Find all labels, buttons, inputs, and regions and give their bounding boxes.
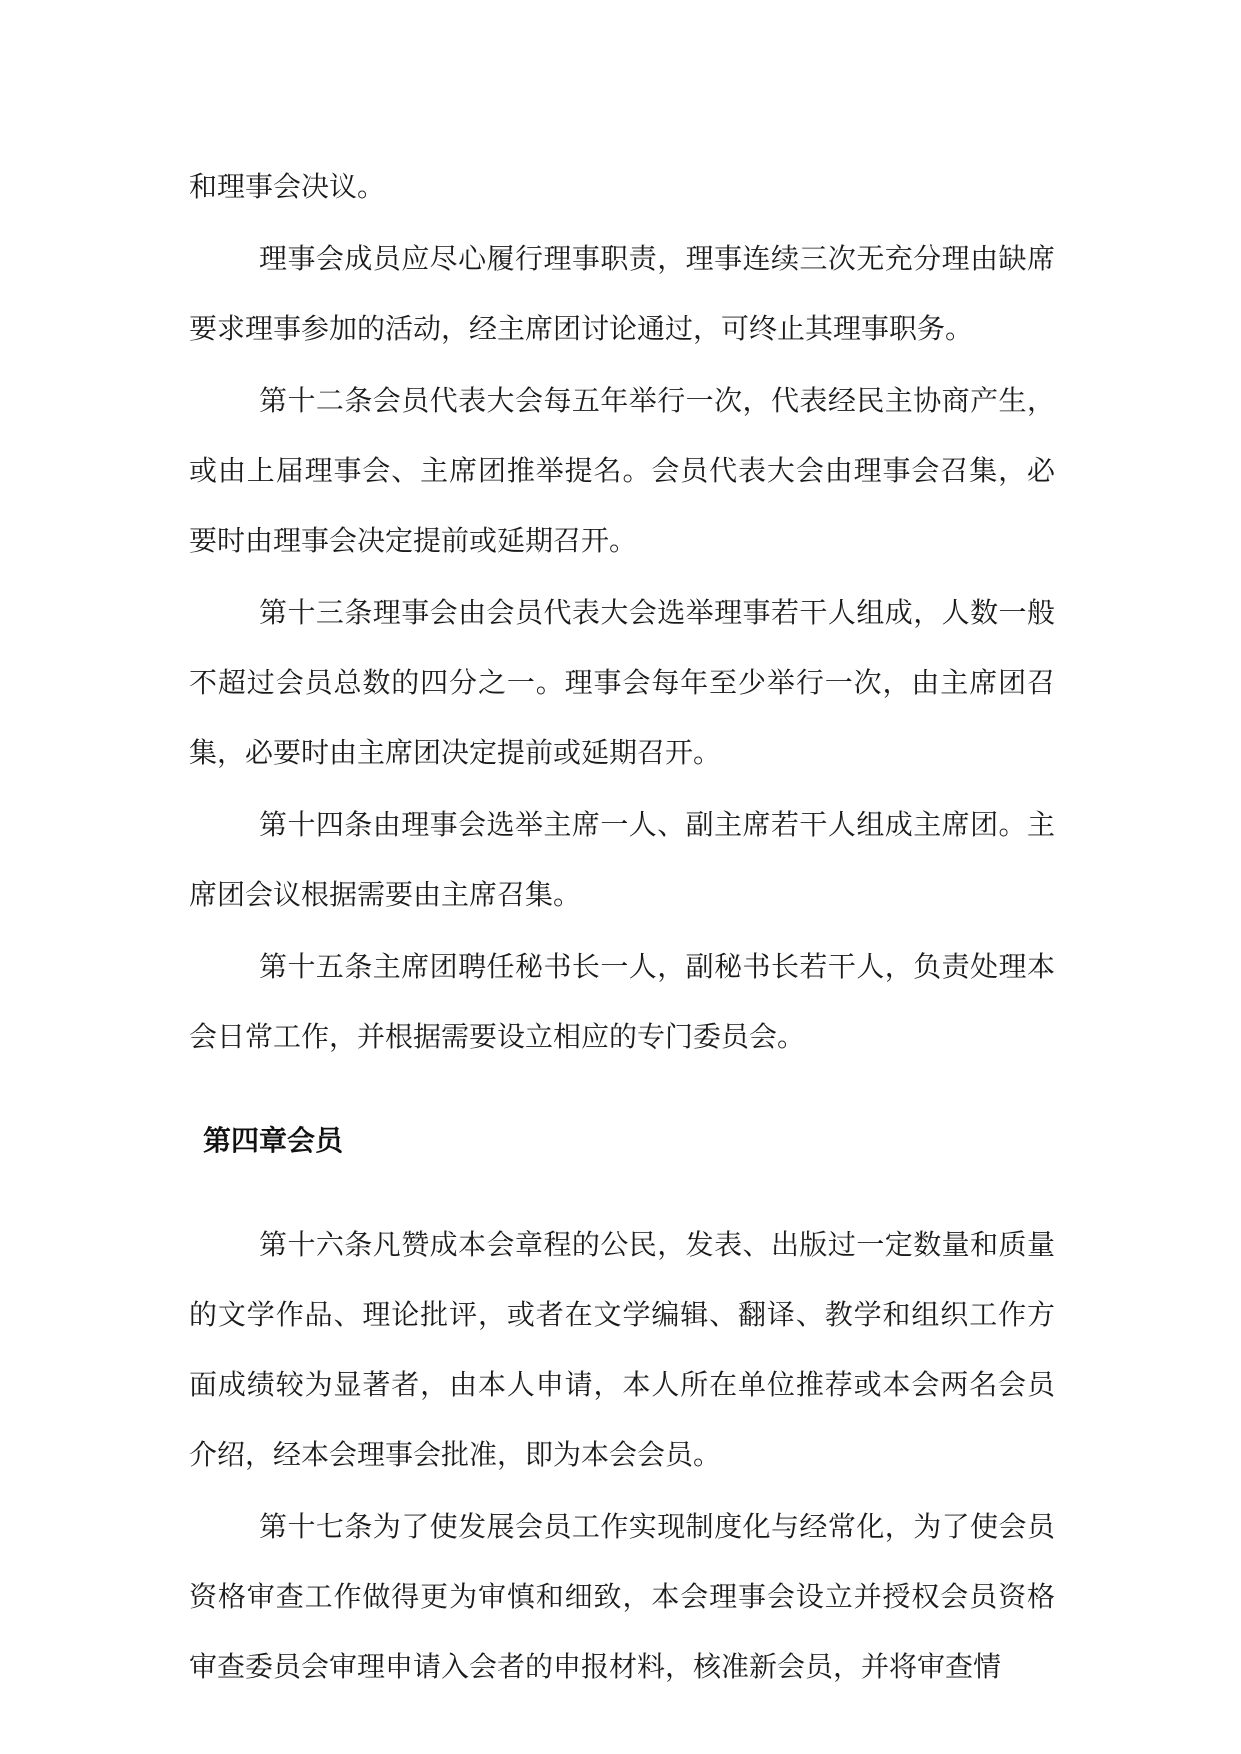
paragraph-continuation: 和理事会决议。 — [189, 170, 386, 203]
paragraph-article-16: 第十六条凡赞成本会章程的公民，发表、出版过一定数量和质量的文学作品、理论批评，或者在文学编辑、翻译、教学和组织工作方面成绩较为显著者，由本人申请，本人所在单位推荐或本会两名会员介绍，经本会理事会批准，即为本会会员。 — [189, 1228, 1055, 1471]
paragraph-director-duties: 理事会成员应尽心履行理事职责，理事连续三次无充分理由缺席要求理事参加的活动，经主席团讨论通过，可终止其理事职务。 — [189, 242, 1055, 345]
paragraph-article-17: 第十七条为了使发展会员工作实现制度化与经常化，为了使会员资格审查工作做得更为审慎和细致，本会理事会设立并授权会员资格审查委员会审理申请入会者的申报材料，核准新会员，并将审查情 — [189, 1510, 1055, 1683]
paragraph-article-12: 第十二条会员代表大会每五年举行一次，代表经民主协商产生，或由上届理事会、主席团推举提名。会员代表大会由理事会召集，必要时由理事会决定提前或延期召开。 — [189, 384, 1055, 557]
paragraph-article-14: 第十四条由理事会选举主席一人、副主席若干人组成主席团。主席团会议根据需要由主席召集。 — [189, 808, 1055, 911]
document-body — [189, 152, 1055, 1704]
chapter-heading: 第四章会员 — [203, 1124, 344, 1157]
paragraph-article-13: 第十三条理事会由会员代表大会选举理事若干人组成，人数一般不超过会员总数的四分之一。理事会每年至少举行一次，由主席团召集，必要时由主席团决定提前或延期召开。 — [189, 596, 1055, 769]
paragraph-article-15: 第十五条主席团聘任秘书长一人，副秘书长若干人，负责处理本会日常工作，并根据需要设立相应的专门委员会。 — [189, 950, 1055, 1053]
